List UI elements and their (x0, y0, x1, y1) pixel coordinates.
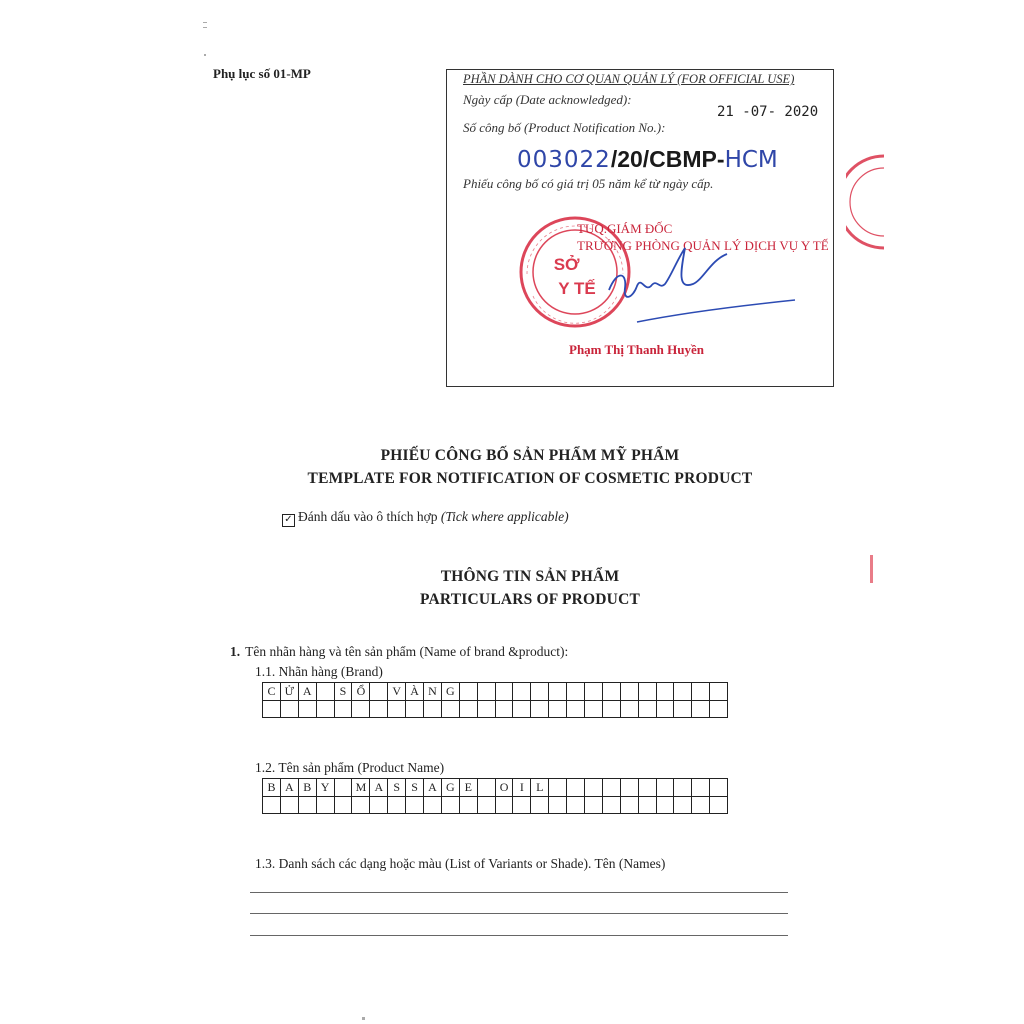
product-grid-row (263, 779, 728, 797)
product-grid-cell (638, 779, 656, 797)
product-grid-cell (298, 796, 316, 814)
product-grid-cell: S (406, 779, 424, 797)
product-grid-cell: A (370, 779, 388, 797)
brand-grid-cell (674, 700, 692, 718)
official-use-box (446, 69, 834, 387)
brand-grid-cell (549, 700, 567, 718)
date-acknowledged-label: Ngày cấp (Date acknowledged): (463, 92, 632, 107)
question-1-1-label: 1.1. Nhãn hàng (Brand) (255, 664, 383, 679)
product-grid-cell: B (298, 779, 316, 797)
brand-grid-cell (424, 700, 442, 718)
brand-grid-cell (477, 700, 495, 718)
product-grid-cell (549, 796, 567, 814)
product-grid-cell: I (513, 779, 531, 797)
product-grid-cell: O (495, 779, 513, 797)
brand-grid-cell (334, 700, 352, 718)
blue-signature (607, 230, 807, 330)
product-grid-cell: Y (316, 779, 334, 797)
product-grid-cell (692, 796, 710, 814)
product-grid-cell (602, 779, 620, 797)
product-grid-cell: S (388, 779, 406, 797)
product-grid-cell (334, 779, 352, 797)
variants-entry-line (250, 935, 788, 936)
product-grid-cell (459, 796, 477, 814)
product-grid-cell (710, 779, 728, 797)
brand-grid-cell: S (334, 683, 352, 701)
notification-number-label: Số công bố (Product Notification No.): (463, 120, 666, 135)
signer-position-line2: TRƯỞNG PHÒNG QUẢN LÝ DỊCH VỤ Y TẾ (577, 238, 829, 253)
product-grid-cell (567, 796, 585, 814)
document-title-vi: PHIẾU CÔNG BỐ SẢN PHẨM MỸ PHẨM (380, 447, 680, 464)
brand-grid-cell (674, 683, 692, 701)
product-grid-cell (370, 796, 388, 814)
brand-grid-cell (585, 683, 603, 701)
variants-entry-line (250, 913, 788, 914)
scan-speck (204, 54, 206, 56)
brand-grid-cell (531, 683, 549, 701)
product-grid-cell (334, 796, 352, 814)
product-grid-cell (620, 796, 638, 814)
brand-grid-cell (495, 700, 513, 718)
product-grid-cell (674, 779, 692, 797)
product-grid-cell (710, 796, 728, 814)
brand-grid-cell (656, 683, 674, 701)
seal-text: SỞ Y TẾ (553, 255, 596, 298)
product-grid-cell (316, 796, 334, 814)
brand-grid-cell (567, 700, 585, 718)
product-grid-cell (585, 779, 603, 797)
brand-grid-cell (459, 683, 477, 701)
brand-grid-cell (406, 700, 424, 718)
brand-grid-cell (692, 683, 710, 701)
document-title-en: TEMPLATE FOR NOTIFICATION OF COSMETIC PRODUCT (307, 470, 753, 487)
question-1-number: 1. (230, 644, 241, 659)
brand-grid-cell (370, 683, 388, 701)
brand-grid-cell (370, 700, 388, 718)
brand-grid-cell (316, 683, 334, 701)
product-grid-cell (585, 796, 603, 814)
product-grid-cell: E (459, 779, 477, 797)
product-grid-cell: B (263, 779, 281, 797)
date-acknowledged-value: 21 -07- 2020 (717, 104, 819, 120)
partial-seal-edge (846, 152, 886, 252)
brand-grid-cell (710, 700, 728, 718)
brand-grid-cell (477, 683, 495, 701)
brand-grid-cell (602, 683, 620, 701)
product-grid-cell (388, 796, 406, 814)
brand-grid-cell (549, 683, 567, 701)
product-grid-cell (263, 796, 281, 814)
brand-grid-cell (638, 683, 656, 701)
brand-grid-cell (620, 700, 638, 718)
brand-grid-cell (280, 700, 298, 718)
validity-note: Phiếu công bố có giá trị 05 năm kể từ ngày cấp. (463, 176, 714, 191)
section-title-vi: THÔNG TIN SẢN PHẨM (440, 568, 620, 585)
brand-grid-cell: G (441, 683, 459, 701)
brand-grid-cell (298, 700, 316, 718)
product-grid-cell: A (280, 779, 298, 797)
product-grid-cell (477, 779, 495, 797)
brand-grid-row (263, 683, 728, 701)
product-grid-cell (424, 796, 442, 814)
question-1-text: Tên nhãn hàng và tên sản phẩm (Name of brand &product): (245, 644, 569, 659)
brand-grid-cell (602, 700, 620, 718)
brand-grid-cell (513, 700, 531, 718)
product-grid-cell (692, 779, 710, 797)
product-grid-cell: L (531, 779, 549, 797)
brand-grid-cell: A (298, 683, 316, 701)
brand-grid-cell (352, 700, 370, 718)
brand-name-grid (262, 682, 728, 718)
question-1-2-label: 1.2. Tên sản phẩm (Product Name) (255, 760, 445, 775)
question-1-3-label: 1.3. Danh sách các dạng hoặc màu (List of Variants or Shade). Tên (Names) (255, 856, 666, 871)
brand-grid-cell (620, 683, 638, 701)
brand-grid-cell (441, 700, 459, 718)
product-grid-cell: A (424, 779, 442, 797)
section-title-en: PARTICULARS OF PRODUCT (420, 591, 640, 608)
brand-grid-row (263, 700, 728, 718)
brand-grid-cell (459, 700, 477, 718)
scan-speck (362, 1017, 365, 1020)
brand-grid-cell (495, 683, 513, 701)
brand-grid-cell: C (263, 683, 281, 701)
brand-grid-cell (638, 700, 656, 718)
scan-speck (203, 27, 207, 28)
product-grid-cell (513, 796, 531, 814)
brand-grid-cell: Ử (280, 683, 298, 701)
brand-grid-cell (531, 700, 549, 718)
tick-note (282, 509, 569, 527)
product-grid-cell (495, 796, 513, 814)
brand-grid-cell (316, 700, 334, 718)
question-1 (230, 644, 568, 660)
product-grid-cell: M (352, 779, 370, 797)
brand-grid-cell (692, 700, 710, 718)
brand-grid-cell: Ổ (352, 683, 370, 701)
official-use-title: PHẦN DÀNH CHO CƠ QUAN QUẢN LÝ (FOR OFFICIAL USE) (463, 72, 795, 86)
brand-grid-cell (263, 700, 281, 718)
brand-grid-cell (388, 700, 406, 718)
brand-grid-cell (656, 700, 674, 718)
tick-note-text: Đánh dấu vào ô thích hợp (298, 509, 438, 524)
product-grid-cell (656, 796, 674, 814)
brand-grid-cell: N (424, 683, 442, 701)
brand-grid-cell (567, 683, 585, 701)
product-grid-cell (549, 779, 567, 797)
brand-grid-cell: V (388, 683, 406, 701)
product-grid-cell (674, 796, 692, 814)
brand-grid-cell: À (406, 683, 424, 701)
product-grid-cell (352, 796, 370, 814)
product-grid-cell (531, 796, 549, 814)
product-grid-cell (280, 796, 298, 814)
product-grid-cell (406, 796, 424, 814)
scan-speck (203, 22, 207, 23)
tick-note-text-en: (Tick where applicable) (440, 509, 569, 524)
product-grid-cell: G (441, 779, 459, 797)
signer-name: Phạm Thị Thanh Huyền (569, 342, 704, 357)
product-grid-cell (638, 796, 656, 814)
product-grid-cell (441, 796, 459, 814)
brand-grid-cell (585, 700, 603, 718)
product-grid-cell (656, 779, 674, 797)
product-grid-cell (567, 779, 585, 797)
brand-grid-cell (513, 683, 531, 701)
signer-position-line1: TUQ.GIÁM ĐỐC (577, 221, 673, 236)
notification-number-suffix: HCM (724, 147, 778, 173)
variants-entry-line (250, 892, 788, 893)
notification-number-digits: 003022 (517, 147, 611, 173)
annex-label: Phụ lục số 01-MP (213, 66, 311, 81)
product-name-grid (262, 778, 728, 814)
checked-box-icon: ✓ (282, 514, 295, 527)
product-grid-cell (602, 796, 620, 814)
product-grid-cell (620, 779, 638, 797)
notification-number-value (517, 146, 778, 173)
product-grid-row (263, 796, 728, 814)
product-grid-cell (477, 796, 495, 814)
notification-number-middle: /20/CBMP- (610, 146, 725, 172)
brand-grid-cell (710, 683, 728, 701)
